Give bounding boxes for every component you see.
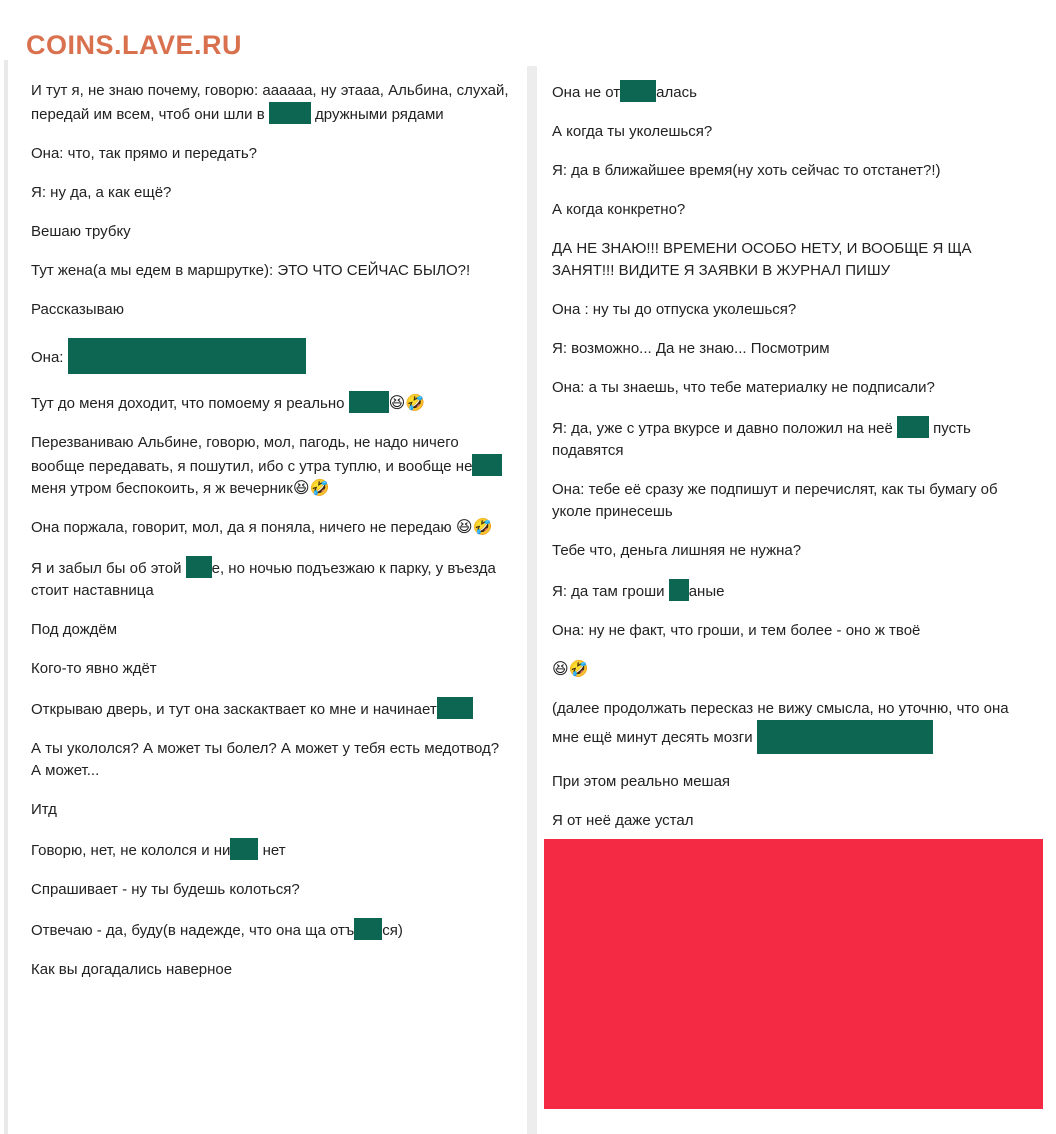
redaction-block <box>437 697 473 719</box>
redaction-block <box>349 391 389 413</box>
message: (далее продолжать пересказ не вижу смысла, но уточню, что она мне ещё минут десять мозги <box>552 698 1032 754</box>
message: Отвечаю - да, буду(в надежде, что она ща отъ ся) <box>31 918 511 942</box>
message: Я: да в ближайшее время(ну хоть сейчас то отстанет?!) <box>552 162 941 179</box>
message: Тебе что, деньга лишняя не нужна? <box>552 542 802 559</box>
redaction-block <box>269 102 311 124</box>
message: Под дождём <box>31 621 118 638</box>
message: И тут я, не знаю почему, говорю: аааааа, ну этааа, Альбина, слухай, передай им всем, чтоб они шли в дружными рядами <box>31 82 509 123</box>
message: Она не от алась <box>552 80 1032 104</box>
message: Говорю, нет, не кололся и ни нет <box>31 838 511 862</box>
message: Я: возможно... Да не знаю... Посмотрим <box>552 340 830 357</box>
message: Как вы догадались наверное <box>31 961 233 978</box>
message: Я: да, уже с утра вкурсе и давно положил на неё пусть подавятся <box>552 416 1032 462</box>
message: Тут до меня доходит, что помоему я реально 😆🤣 <box>31 391 511 415</box>
message: Итд <box>31 801 57 818</box>
message: ДА НЕ ЗНАЮ!!! ВРЕМЕНИ ОСОБО НЕТУ, И ВООБЩЕ Я ЩА ЗАНЯТ!!! ВИДИТЕ Я ЗАЯВКИ В ЖУРНАЛ ПИШУ <box>552 240 972 279</box>
message: Кого-то явно ждёт <box>31 660 157 677</box>
redaction-block <box>68 338 306 374</box>
laughing-emoji-icon: 😆🤣 <box>552 661 589 678</box>
column-divider <box>527 66 537 1134</box>
message: Открываю дверь, и тут она заскактвает ко мне и начинает <box>31 697 511 721</box>
message <box>552 659 1032 681</box>
message: Рассказываю <box>31 301 124 318</box>
message: Я: да там гроши аные <box>552 579 1032 603</box>
message: А когда ты уколешься? <box>552 123 713 140</box>
site-watermark: COINS.LAVE.RU <box>26 30 243 60</box>
redaction-block <box>757 720 933 754</box>
message: Она: ну не факт, что гроши, и тем более - оно ж твоё <box>552 622 921 639</box>
message: Я: ну да, а как ещё? <box>31 184 172 201</box>
censored-image-block <box>544 839 1043 1109</box>
message: Она: а ты знаешь, что тебе материалку не подписали? <box>552 379 935 396</box>
message: А когда конкретно? <box>552 201 686 218</box>
redaction-block <box>897 416 929 438</box>
message: Я и забыл бы об этой е, но ночью подъезжаю к парку, у въезда стоит наставница <box>31 556 511 602</box>
message: Она: тебе её сразу же подпишут и перечислят, как ты бумагу об уколе принесешь <box>552 481 998 520</box>
message: Я от неё даже устал <box>552 812 694 829</box>
message: Спрашивает - ну ты будешь колоться? <box>31 881 300 898</box>
redaction-block <box>230 838 258 860</box>
redaction-block <box>669 579 689 601</box>
left-column <box>31 80 511 998</box>
laughing-emoji-icon: 😆🤣 <box>292 480 330 497</box>
message: Тут жена(а мы едем в маршрутке): ЭТО ЧТО СЕЙЧАС БЫЛО?! <box>31 262 471 279</box>
redaction-block <box>620 80 656 102</box>
redaction-block <box>186 556 212 578</box>
left-border <box>4 60 8 1134</box>
redaction-block <box>354 918 382 940</box>
message: Она : ну ты до отпуска уколешься? <box>552 301 797 318</box>
message: А ты укололся? А может ты болел? А может у тебя есть медотвод? А может... <box>31 740 500 779</box>
right-column <box>552 80 1032 849</box>
message: Перезваниваю Альбине, говорю, мол, пагодь, не надо ничего вообще передавать, я пошутил, ибо с утра туплю, и вообще неменя утром беспокоить, я ж вечерник😆🤣 <box>31 432 511 500</box>
message: При этом реально мешая <box>552 773 731 790</box>
message: Она: <box>31 338 511 374</box>
message: Вешаю трубку <box>31 223 131 240</box>
laughing-emoji-icon: 😆🤣 <box>455 519 493 536</box>
laughing-emoji-icon: 😆🤣 <box>388 395 426 412</box>
redaction-block <box>472 454 502 476</box>
message: Она поржала, говорит, мол, да я поняла, ничего не передаю 😆🤣 <box>31 519 493 536</box>
message: Она: что, так прямо и передать? <box>31 145 257 162</box>
